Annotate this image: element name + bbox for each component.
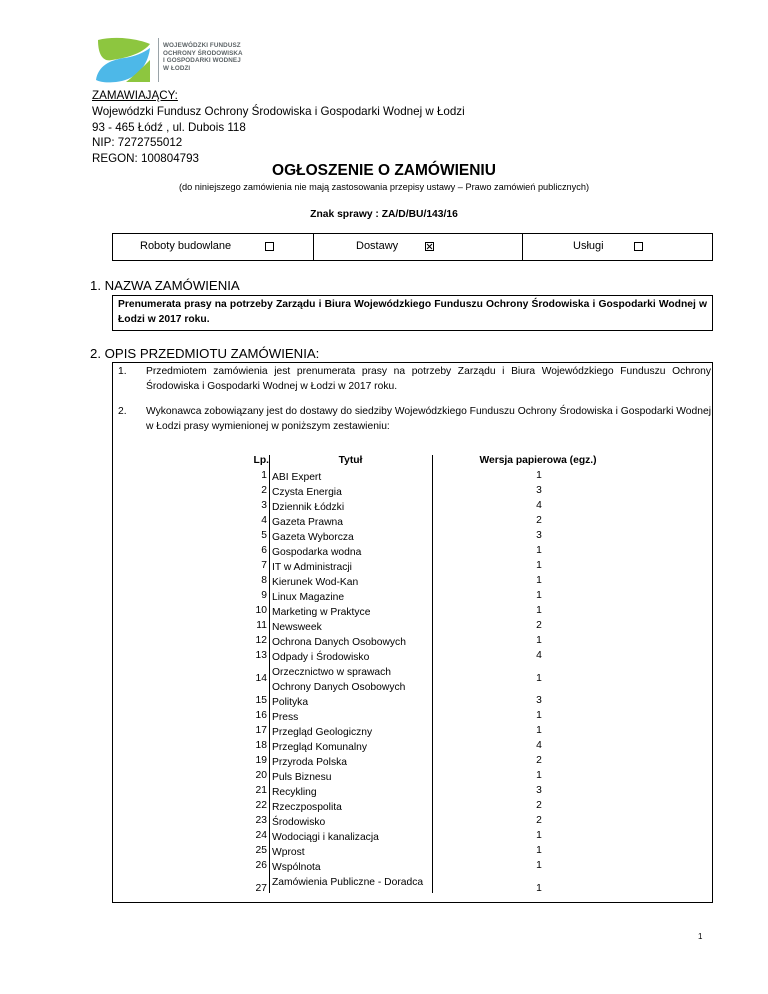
row-title: Orzecznictwo w sprawach Ochrony Danych Osobowych	[272, 667, 406, 693]
header-qty: Wersja papierowa (egz.)	[479, 455, 597, 466]
table-row	[250, 470, 644, 485]
row-title: Odpady i Środowisko	[272, 652, 370, 663]
row-lp: 16	[255, 710, 267, 721]
row-qty: 1	[536, 770, 542, 781]
order-type-label: Roboty budowlane	[140, 240, 232, 252]
row-title: Linux Magazine	[272, 592, 345, 603]
table-row	[250, 605, 644, 620]
order-type-checkbox-checked[interactable]	[425, 242, 434, 251]
row-lp: 18	[255, 740, 267, 751]
ordering-regon: REGON: 100804793	[92, 152, 199, 166]
row-qty: 2	[536, 815, 542, 826]
row-qty: 2	[536, 620, 542, 631]
table-row	[250, 830, 644, 845]
row-lp: 14	[255, 673, 267, 684]
row-qty: 1	[536, 673, 542, 684]
description-item	[118, 405, 711, 435]
section-1-heading: 1. NAZWA ZAMÓWIENIA	[90, 278, 240, 293]
row-lp: 22	[255, 800, 267, 811]
row-title: Gazeta Prawna	[272, 517, 343, 528]
row-qty: 4	[536, 650, 542, 661]
row-title: Recykling	[272, 787, 317, 798]
row-title: Czysta Energia	[272, 487, 342, 498]
row-lp: 23	[255, 815, 267, 826]
table-row	[250, 485, 644, 500]
table-row	[250, 590, 644, 605]
row-title: Środowisko	[272, 817, 326, 828]
row-qty: 1	[536, 605, 542, 616]
table-row	[250, 785, 644, 800]
table-row	[250, 530, 644, 545]
row-qty: 2	[536, 515, 542, 526]
row-lp: 2	[261, 485, 267, 496]
row-title: Rzeczpospolita	[272, 802, 342, 813]
row-lp: 7	[261, 560, 267, 571]
row-qty: 1	[536, 883, 542, 894]
row-lp: 6	[261, 545, 267, 556]
row-lp: 27	[255, 883, 267, 894]
section-2-heading: 2. OPIS PRZEDMIOTU ZAMÓWIENIA:	[90, 346, 320, 361]
logo-line: OCHRONY ŚRODOWISKA	[163, 49, 243, 57]
table-row	[250, 770, 644, 785]
row-title: IT w Administracji	[272, 562, 352, 573]
row-qty: 1	[536, 635, 542, 646]
row-title: Przegląd Geologiczny	[272, 727, 373, 738]
logo-text	[163, 42, 243, 72]
row-lp: 13	[255, 650, 267, 661]
row-qty: 3	[536, 485, 542, 496]
row-qty: 1	[536, 725, 542, 736]
row-qty: 2	[536, 755, 542, 766]
row-qty: 1	[536, 545, 542, 556]
item-number: 1.	[118, 366, 127, 377]
row-qty: 1	[536, 830, 542, 841]
row-title: Ochrona Danych Osobowych	[272, 637, 406, 648]
logo-line: I GOSPODARKI WODNEJ	[163, 57, 241, 65]
table-row	[250, 620, 644, 635]
table-row	[250, 845, 644, 860]
row-title: Newsweek	[272, 622, 322, 633]
row-qty: 3	[536, 785, 542, 796]
row-lp: 11	[256, 620, 267, 631]
row-qty: 1	[536, 470, 542, 481]
row-title: Dziennik Łódzki	[272, 502, 345, 513]
page-number: 1	[698, 932, 703, 941]
logo-line: WOJEWÓDZKI FUNDUSZ	[163, 42, 241, 49]
item-text: Wykonawca zobowiązany jest do dostawy do siedziby Wojewódzkiego Funduszu Ochrony Środowiska i Gospodarki Wodnej w Łodzi prasy wymienionej w poniższym zestawieniu:	[146, 406, 711, 432]
header-title: Tytuł	[338, 455, 363, 466]
table-row	[250, 710, 644, 725]
document-title: OGŁOSZENIE O ZAMÓWIENIU	[272, 162, 496, 179]
row-title: Zamówienia Publiczne - Doradca	[272, 877, 424, 888]
row-qty: 1	[536, 560, 542, 571]
row-lp: 10	[255, 605, 267, 616]
row-lp: 20	[255, 770, 267, 781]
order-type-cell	[113, 234, 314, 260]
order-type-label: Usługi	[573, 240, 604, 252]
row-title: Gospodarka wodna	[272, 547, 362, 558]
item-text: Przedmiotem zamówienia jest prenumerata prasy na potrzeby Zarządu i Biura Wojewódzkiego Funduszu Ochrony Środowiska i Gospodarki Wodnej w Łodzi w 2017 roku.	[146, 366, 711, 392]
table-row	[250, 860, 644, 875]
order-type-checkbox[interactable]	[634, 242, 643, 251]
table-row	[250, 560, 644, 575]
table-row	[250, 695, 644, 710]
row-qty: 4	[536, 740, 542, 751]
table-row	[250, 515, 644, 530]
row-lp: 15	[255, 695, 267, 706]
order-type-cell	[314, 234, 523, 260]
table-row	[250, 875, 644, 905]
row-title: Marketing w Praktyce	[272, 607, 371, 618]
row-title: Przyroda Polska	[272, 757, 347, 768]
description-item	[118, 365, 711, 395]
row-title: Puls Biznesu	[272, 772, 332, 783]
row-title: Przegląd Komunalny	[272, 742, 368, 753]
row-title: ABI Expert	[272, 472, 322, 483]
table-row	[250, 575, 644, 590]
row-lp: 26	[255, 860, 267, 871]
table-row	[250, 665, 644, 695]
row-title: Wodociągi i kanalizacja	[272, 832, 379, 843]
table-row	[250, 815, 644, 830]
logo-separator	[158, 38, 159, 82]
order-type-box	[112, 233, 713, 261]
row-lp: 5	[261, 530, 267, 541]
row-lp: 24	[255, 830, 267, 841]
item-number: 2.	[118, 406, 127, 417]
row-lp: 9	[261, 590, 267, 601]
row-lp: 25	[255, 845, 267, 856]
table-row	[250, 500, 644, 515]
order-type-cell	[523, 234, 712, 260]
logo-line: W ŁODZI	[163, 64, 191, 72]
press-table	[250, 455, 644, 893]
fund-logo	[92, 36, 252, 84]
ordering-address: 93 - 465 Łódź , ul. Dubois 118	[92, 120, 246, 134]
row-title: Gazeta Wyborcza	[272, 532, 354, 543]
row-lp: 8	[261, 575, 267, 586]
row-qty: 1	[536, 575, 542, 586]
row-qty: 4	[536, 500, 542, 511]
row-qty: 2	[536, 800, 542, 811]
row-lp: 21	[255, 785, 267, 796]
document-subtitle: (do niniejszego zamówienia nie mają zastosowania przepisy ustawy – Prawo zamówień publicznych)	[178, 182, 590, 192]
ordering-name: Wojewódzki Fundusz Ochrony Środowiska i Gospodarki Wodnej w Łodzi	[92, 104, 465, 118]
order-type-checkbox[interactable]	[265, 242, 274, 251]
row-title: Kierunek Wod-Kan	[272, 577, 359, 588]
table-row	[250, 545, 644, 560]
row-title: Wspólnota	[272, 862, 321, 873]
order-type-label: Dostawy	[356, 240, 399, 252]
row-qty: 1	[536, 590, 542, 601]
table-row	[250, 650, 644, 665]
table-row	[250, 740, 644, 755]
row-lp: 17	[255, 725, 267, 736]
table-row	[250, 755, 644, 770]
row-qty: 3	[536, 530, 542, 541]
case-reference: Znak sprawy : ZA/D/BU/143/16	[310, 209, 458, 220]
row-lp: 4	[261, 515, 267, 526]
header-lp: Lp.	[253, 455, 269, 466]
order-name-box: Prenumerata prasy na potrzeby Zarządu i Biura Wojewódzkiego Funduszu Ochrony Środowiska i Gospodarki Wodnej w Łodzi w 2017 roku.	[112, 295, 713, 331]
row-lp: 1	[261, 470, 267, 481]
row-qty: 1	[536, 845, 542, 856]
row-lp: 12	[255, 635, 267, 646]
row-title: Wprost	[272, 847, 305, 858]
fund-logo-mark-icon	[92, 36, 154, 84]
row-qty: 3	[536, 695, 542, 706]
ordering-label: ZAMAWIAJĄCY:	[92, 89, 178, 102]
row-title: Polityka	[272, 697, 309, 708]
table-row	[250, 635, 644, 650]
ordering-party	[92, 88, 465, 167]
row-qty: 1	[536, 860, 542, 871]
row-title: Press	[272, 712, 299, 723]
table-row	[250, 725, 644, 740]
row-qty: 1	[536, 710, 542, 721]
table-row	[250, 800, 644, 815]
row-lp: 3	[261, 500, 267, 511]
ordering-nip: NIP: 7272755012	[92, 136, 183, 150]
row-lp: 19	[255, 755, 267, 766]
